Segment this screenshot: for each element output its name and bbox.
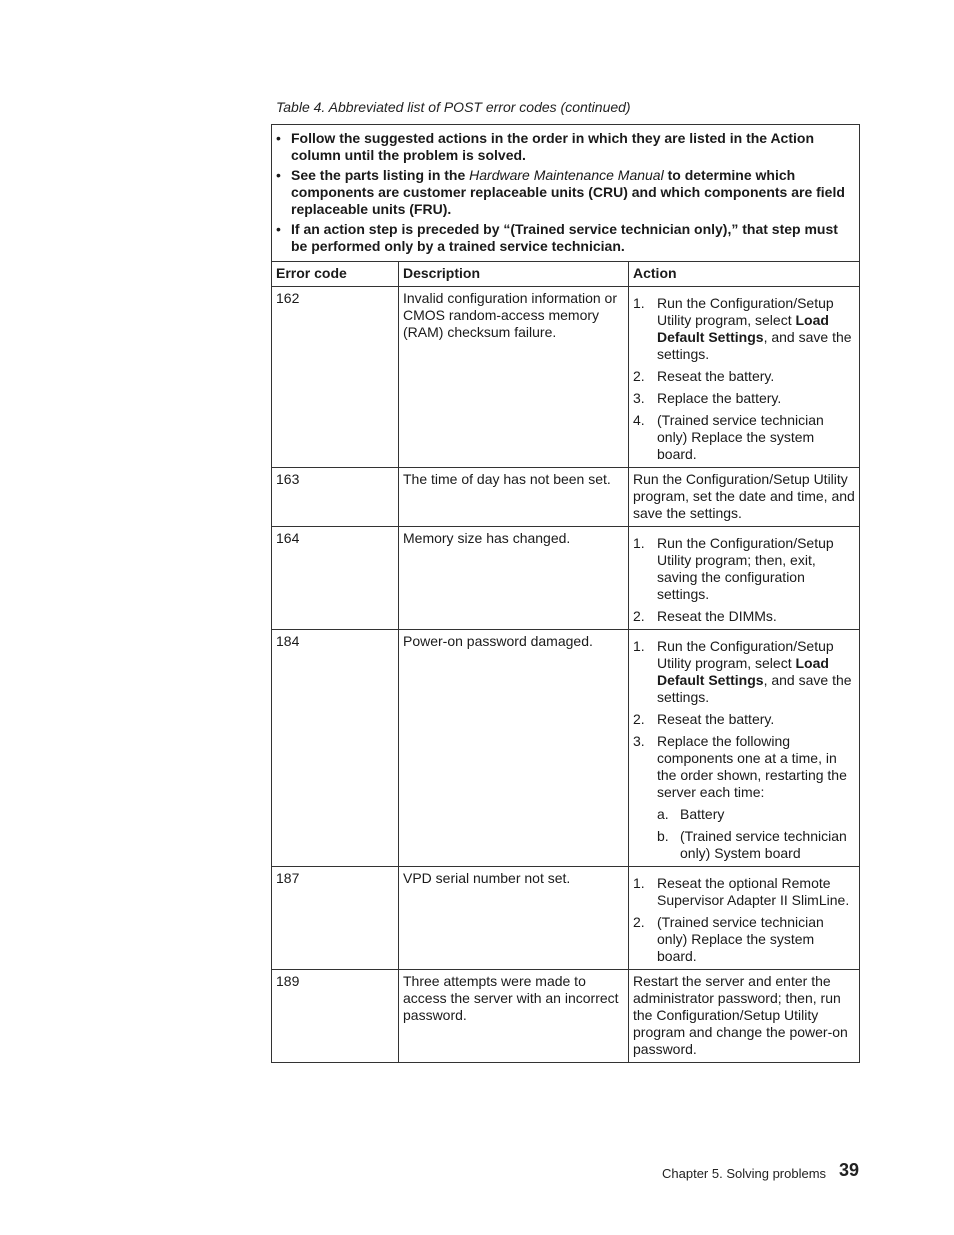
error-code: 184 [272,630,399,867]
page-number: 39 [839,1160,860,1180]
step-text: Reseat the battery. [657,368,775,384]
header-action: Action [629,262,860,287]
action-step [633,711,855,728]
error-description: Three attempts were made to access the server with an incorrect password. [399,970,629,1063]
note-text: to determine which components are customer replaceable units (CRU) and which components are field replaceable units (FRU). [291,167,845,217]
table-row [272,867,860,970]
step-number: 1. [633,875,645,891]
table-row [272,630,860,867]
note-text: If an action step is preceded by “(Trained service technician only),” that step must be performed only by a trained service technician. [291,221,838,254]
note-item [275,221,853,255]
step-text: Reseat the DIMMs. [657,608,777,624]
note-text: Follow the suggested actions in the order in which they are listed in the Action column until the problem is solved. [291,130,814,163]
step-text: , and save the settings. [657,329,852,362]
note-item [275,167,853,218]
header-error-code: Error code [272,262,399,287]
error-action [629,527,860,630]
step-text: Reseat the battery. [657,711,775,727]
error-description: Memory size has changed. [399,527,629,630]
action-substeps [657,806,855,862]
post-error-table [271,124,860,1063]
action-step [633,412,855,463]
error-code: 162 [272,287,399,468]
manual-title: Hardware Maintenance Manual [469,167,664,183]
step-text: , and save the settings. [657,672,852,705]
step-text: Replace the battery. [657,390,782,406]
table-row [272,287,860,468]
step-number: 1. [633,295,645,311]
table-caption: Table 4. Abbreviated list of POST error codes (continued) [276,99,631,115]
error-description: VPD serial number not set. [399,867,629,970]
step-number: 3. [633,390,645,406]
action-steps [633,295,855,463]
error-action: Restart the server and enter the administrator password; then, run the Configuration/Setup Utility program and change the power-on password. [629,970,860,1063]
step-number: 2. [633,914,645,930]
table-row [272,970,860,1063]
substep-letter: a. [657,806,669,822]
action-step [633,295,855,363]
error-description: The time of day has not been set. [399,468,629,527]
notes-row [272,125,860,262]
action-steps [633,875,855,965]
step-number: 1. [633,638,645,654]
step-text: Reseat the optional Remote Supervisor Adapter II SlimLine. [657,875,850,908]
step-text: (Trained service technician only) Replace the system board. [657,412,824,462]
action-steps [633,638,855,862]
step-number: 2. [633,711,645,727]
step-number: 2. [633,608,645,624]
error-code: 163 [272,468,399,527]
action-step [633,875,855,909]
note-text: See the parts listing in the [291,167,470,183]
error-code: 187 [272,867,399,970]
header-description: Description [399,262,629,287]
menu-option: Load Default Settings [657,312,829,345]
step-text: Run the Configuration/Setup Utility program; then, exit, saving the configuration settings. [657,535,834,602]
action-steps [633,535,855,625]
table-row [272,527,860,630]
step-number: 4. [633,412,645,428]
substep-letter: b. [657,828,669,844]
error-description: Power-on password damaged. [399,630,629,867]
notes-list [275,130,853,255]
action-step [633,733,855,862]
table-row [272,468,860,527]
action-step [633,608,855,625]
substep-text: Battery [680,806,725,822]
step-text: Replace the following components one at a time, in the order shown, restarting the server each time: [657,733,847,800]
action-step [633,535,855,603]
step-number: 3. [633,733,645,749]
error-code: 189 [272,970,399,1063]
header-row [272,262,860,287]
step-text: (Trained service technician only) Replace the system board. [657,914,824,964]
error-action [629,287,860,468]
error-code: 164 [272,527,399,630]
error-action [629,630,860,867]
substep-text: (Trained service technician only) System board [680,828,847,861]
step-text: Run the Configuration/Setup Utility program, select [657,638,834,671]
error-action [629,867,860,970]
step-number: 2. [633,368,645,384]
menu-option: Load Default Settings [657,655,829,688]
step-text: Run the Configuration/Setup Utility program, select [657,295,834,328]
action-substep [657,828,855,862]
action-step [633,638,855,706]
step-number: 1. [633,535,645,551]
action-step [633,368,855,385]
action-step [633,390,855,407]
action-substep [657,806,855,823]
action-step [633,914,855,965]
error-action: Run the Configuration/Setup Utility program, set the date and time, and save the settings. [629,468,860,527]
note-item [275,130,853,164]
notes-cell [272,125,860,262]
error-description: Invalid configuration information or CMOS random-access memory (RAM) checksum failure. [399,287,629,468]
footer-chapter-title: Chapter 5. Solving problems [662,1166,827,1181]
